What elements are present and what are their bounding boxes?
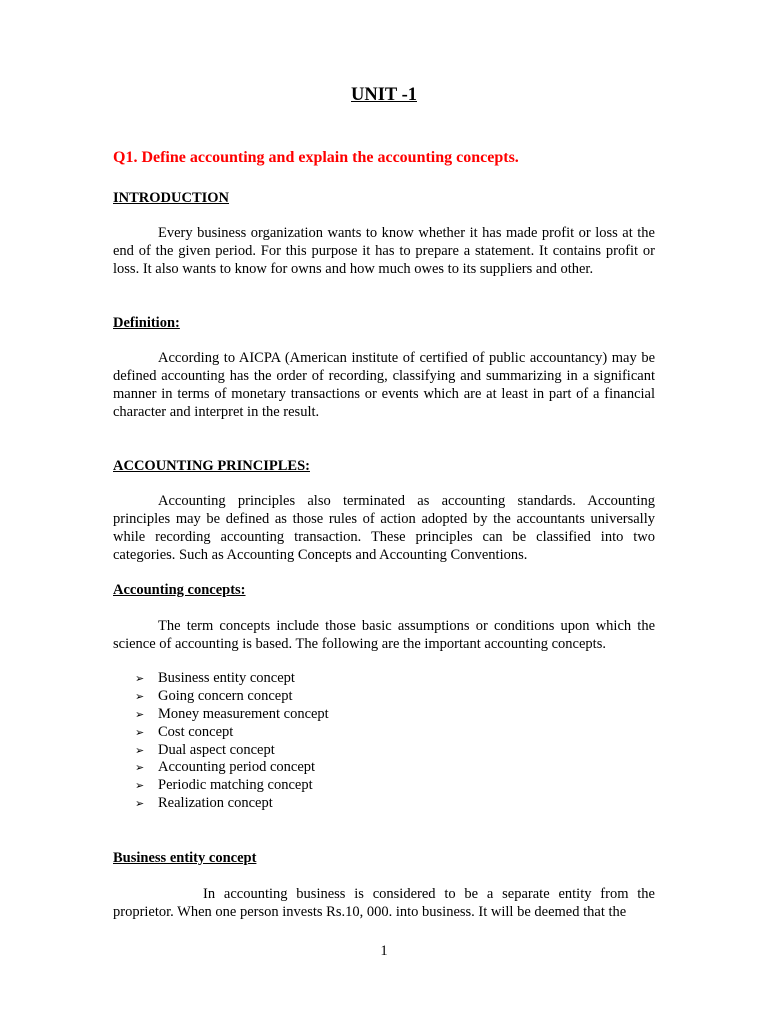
list-item: [135, 742, 329, 760]
arrowhead-bullet-icon: ➢: [135, 707, 145, 721]
accounting-concepts-paragraph: The term concepts include those basic assumptions or conditions upon which the science of accounting is based. The following are the important accounting concepts.: [113, 618, 655, 652]
list-item-label: Accounting period concept: [158, 759, 316, 776]
list-item-label: Money measurement concept: [158, 705, 329, 722]
definition-paragraph: According to AICPA (American institute of certified of public accountancy) may be defined accounting has the order of recording, classifying and summarizing in a significant manner in terms of monetary transactions or events which are at least in part of a financial character and interpret in the result.: [113, 350, 655, 420]
list-item: [135, 724, 329, 742]
list-item-label: Business entity concept: [158, 670, 295, 686]
document-page: [113, 0, 655, 1024]
list-item-label: Going concern concept: [158, 687, 293, 704]
list-item-label: Realization concept: [158, 795, 273, 812]
arrowhead-bullet-icon: ➢: [135, 743, 145, 757]
concepts-list: [135, 670, 329, 813]
accounting-principles-heading: ACCOUNTING PRINCIPLES:: [113, 458, 310, 474]
introduction-paragraph: Every business organization wants to know whether it has made profit or loss at the end of the given period. For this purpose it has to prepare a statement. It contains profit or loss. It also wants to know for owns and how much owes to its suppliers and other.: [113, 225, 655, 277]
arrowhead-bullet-icon: ➢: [135, 725, 145, 739]
business-entity-heading: Business entity concept: [113, 850, 257, 866]
accounting-principles-paragraph: Accounting principles also terminated as accounting standards. Accounting principles may be defined as those rules of action adopted by the accountants universally while recording accounting transaction. These principles can be classified into two categories. Such as Accounting Concepts and Accounting Conventions.: [113, 493, 655, 563]
business-entity-paragraph: In accounting business is considered to be a separate entity from the proprietor. When one person invests Rs.10, 000. into business. It will be deemed that the: [113, 886, 655, 920]
list-item-label: Dual aspect concept: [158, 741, 275, 758]
arrowhead-bullet-icon: ➢: [135, 689, 145, 703]
definition-heading: Definition:: [113, 315, 180, 331]
list-item: [135, 688, 329, 706]
question-heading: Q1. Define accounting and explain the accounting concepts.: [113, 149, 519, 166]
arrowhead-bullet-icon: ➢: [135, 779, 145, 793]
accounting-concepts-heading: Accounting concepts:: [113, 582, 246, 598]
list-item: [135, 706, 329, 724]
list-item: [135, 795, 329, 813]
arrowhead-bullet-icon: ➢: [135, 797, 145, 811]
arrowhead-bullet-icon: ➢: [135, 761, 145, 775]
list-item: [135, 759, 329, 777]
list-item: [135, 777, 329, 795]
page-number: 1: [380, 943, 388, 959]
list-item-label: Cost concept: [158, 723, 234, 740]
introduction-heading: INTRODUCTION: [113, 190, 230, 206]
arrowhead-bullet-icon: ➢: [135, 672, 145, 685]
unit-title: UNIT -1: [351, 85, 417, 105]
list-item: [135, 670, 329, 688]
list-item-label: Periodic matching concept: [158, 777, 313, 794]
